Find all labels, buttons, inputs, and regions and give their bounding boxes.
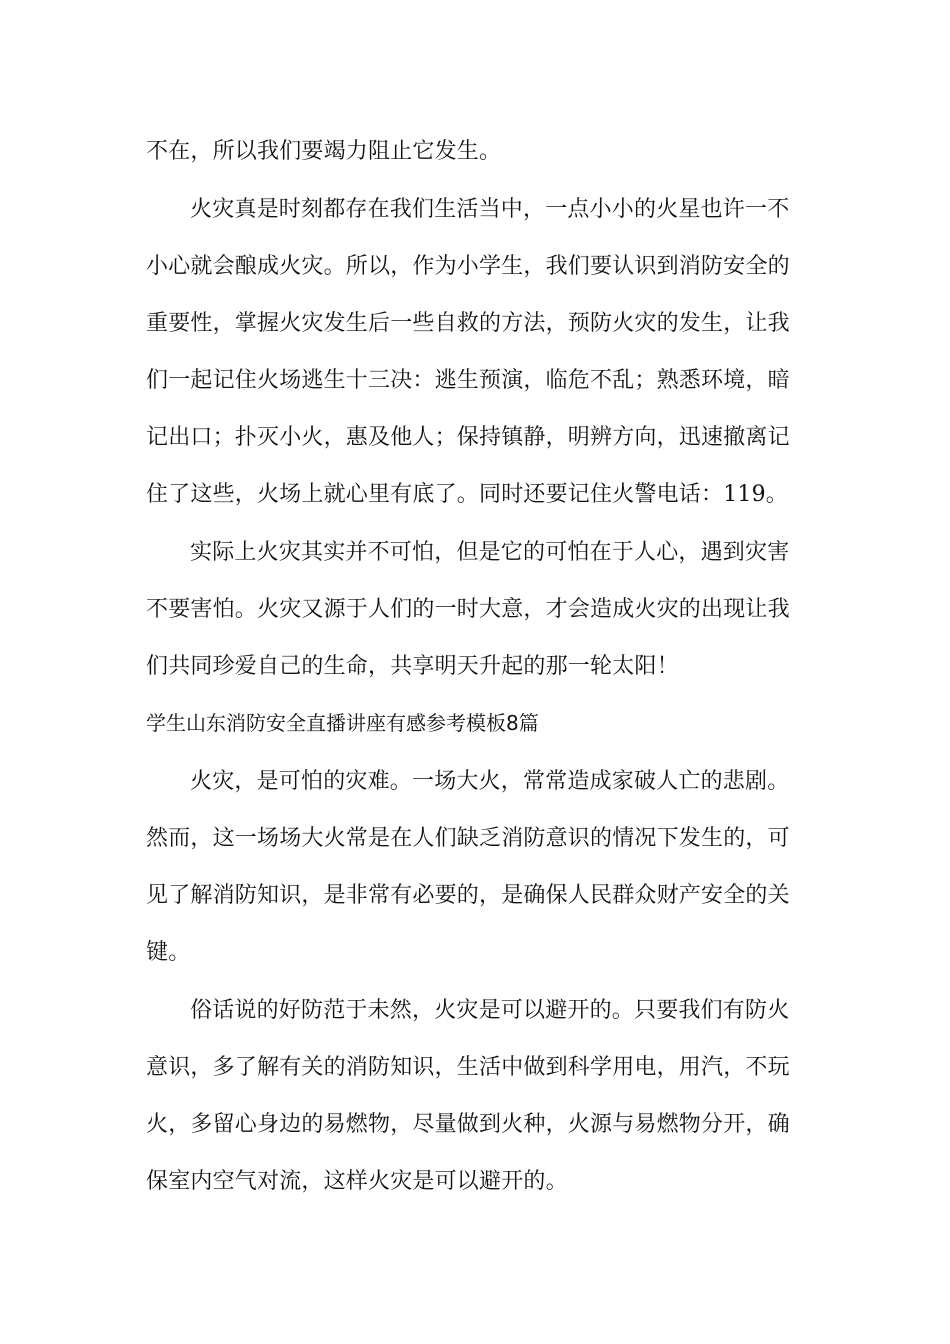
text-line: 们一起记住火场逃生十三决：逃生预演，临危不乱；熟悉环境，暗 bbox=[146, 368, 790, 393]
paragraph-start-line: 俗话说的好防范于未然，火灾是可以避开的。只要我们有防火 bbox=[190, 998, 790, 1023]
text-line: 小心就会酿成火灾。所以，作为小学生，我们要认识到消防安全的 bbox=[146, 254, 790, 279]
text-line: 键。 bbox=[146, 940, 191, 965]
section-title: 学生山东消防安全直播讲座有感参考模板8篇 bbox=[146, 711, 539, 735]
text-line: 住了这些，火场上就心里有底了。同时还要记住火警电话：119。 bbox=[146, 482, 788, 507]
paragraph-start-line: 火灾真是时刻都存在我们生活当中，一点小小的火星也许一不 bbox=[190, 197, 790, 222]
paragraph-start-line: 火灾，是可怕的灾难。一场大火，常常造成家破人亡的悲剧。 bbox=[190, 769, 790, 794]
text-line: 不在，所以我们要竭力阻止它发生。 bbox=[146, 139, 502, 164]
text-line: 然而，这一场场大火常是在人们缺乏消防意识的情况下发生的，可 bbox=[146, 826, 790, 851]
text-line: 不要害怕。火灾又源于人们的一时大意，才会造成火灾的出现让我 bbox=[146, 597, 790, 622]
text-line: 见了解消防知识，是非常有必要的，是确保人民群众财产安全的关 bbox=[146, 883, 790, 908]
text-line: 们共同珍爱自己的生命，共享明天升起的那一轮太阳！ bbox=[146, 654, 679, 679]
text-line: 保室内空气对流，这样火灾是可以避开的。 bbox=[146, 1169, 568, 1194]
text-line: 意识，多了解有关的消防知识，生活中做到科学用电，用汽，不玩 bbox=[146, 1055, 790, 1080]
paragraph-start-line: 实际上火灾其实并不可怕，但是它的可怕在于人心，遇到灾害 bbox=[190, 540, 790, 565]
text-line: 重要性，掌握火灾发生后一些自救的方法，预防火灾的发生，让我 bbox=[146, 311, 790, 336]
text-line: 记出口；扑灭小火，惠及他人；保持镇静，明辨方向，迅速撤离记 bbox=[146, 425, 790, 450]
text-line: 火，多留心身边的易燃物，尽量做到火种，火源与易燃物分开，确 bbox=[146, 1112, 790, 1137]
